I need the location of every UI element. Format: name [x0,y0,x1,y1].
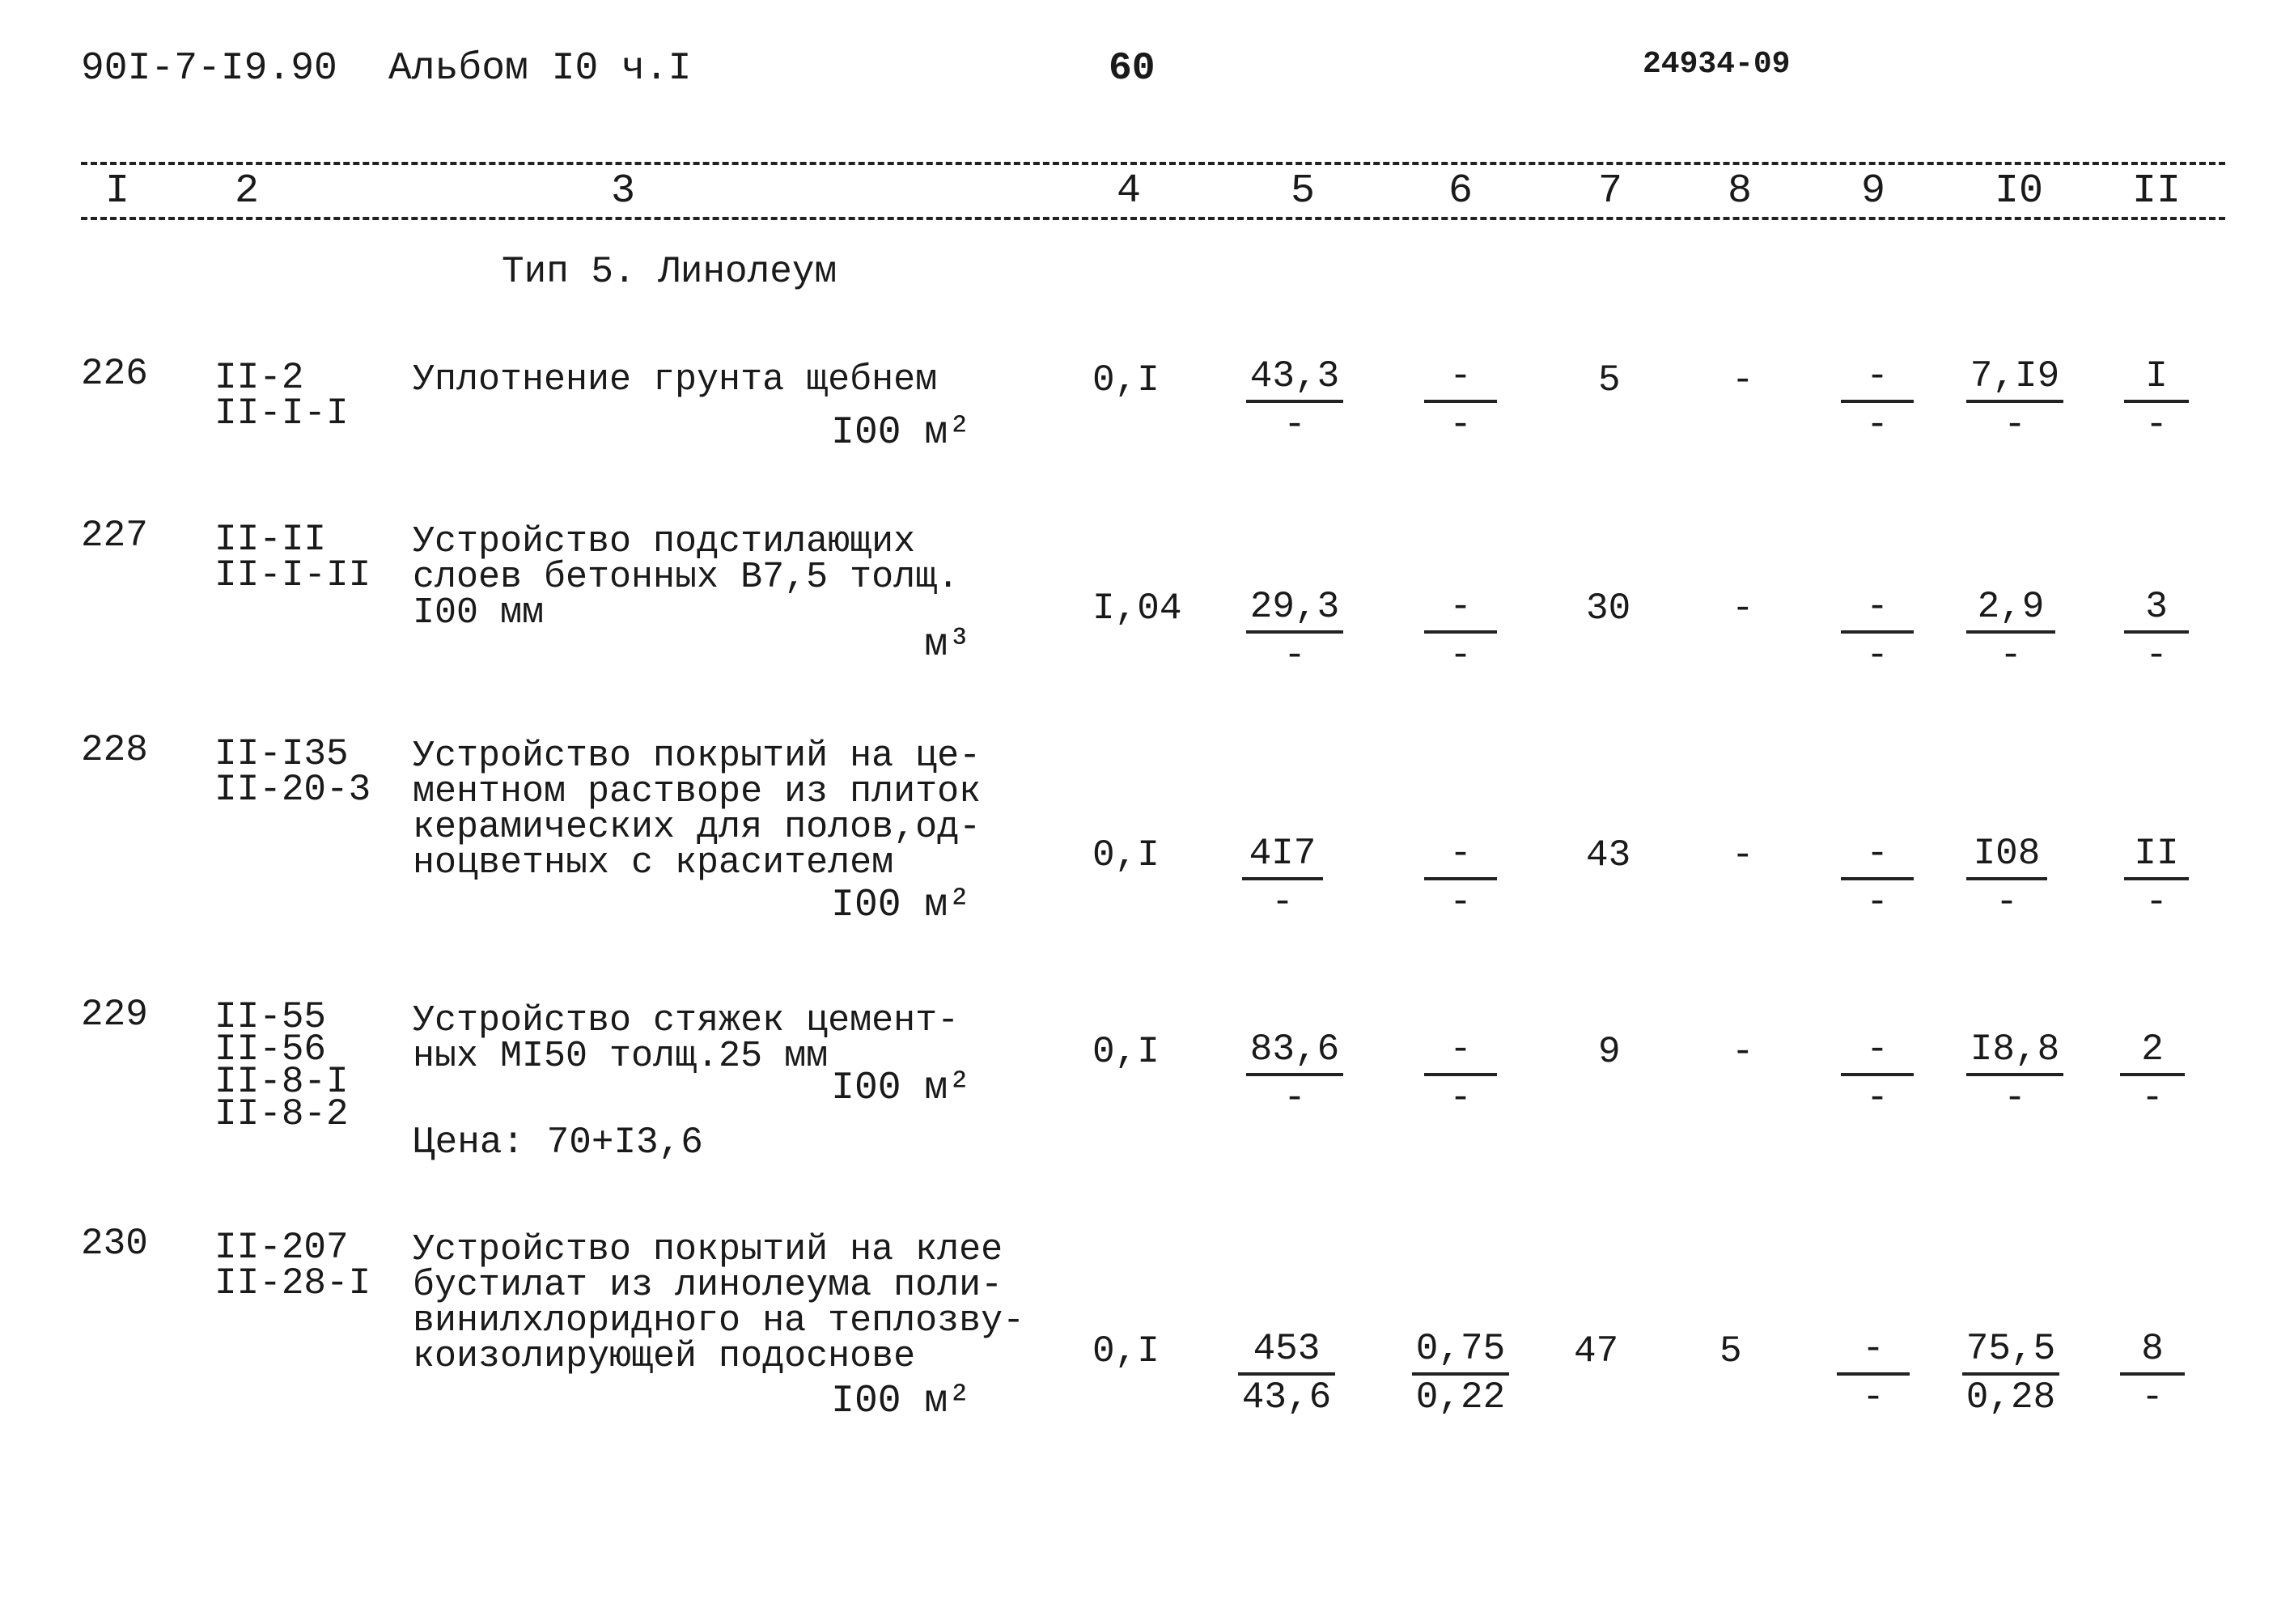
row-number: 226 [81,353,148,395]
row-col8: - [1732,359,1754,401]
row-description: Устройство покрытий на клее бустилат из линолеума поли- винилхлоридного на теплозву- коизолирующей подоснове [413,1229,1025,1377]
col10-numerator: I8,8 [1970,1028,2060,1071]
column-number-8: 8 [1728,168,1753,214]
row-col5 [1246,587,1343,676]
row-number: 228 [81,729,148,771]
col9-numerator: - [1866,586,1889,628]
row-codes: II-55 II-56 II-8-I II-8-2 [214,996,349,1135]
row-col8: - [1732,1031,1754,1073]
column-number-9: 9 [1861,168,1886,214]
row-col11 [2124,587,2189,676]
row-col7: 5 [1598,359,1621,401]
col9-numerator: - [1866,1028,1889,1071]
col6-numerator: - [1449,1028,1472,1071]
row-col11 [2124,356,2189,445]
row-col6 [1424,1029,1497,1118]
row-col11 [2120,1029,2185,1118]
row-col4: I,04 [1092,587,1182,630]
col5-numerator: 43,3 [1249,355,1340,397]
col6-denominator: - [1449,881,1472,923]
row-codes: II-2 II-I-I [214,357,349,435]
row-description: Уплотнение грунта щебнем [413,359,938,401]
col10-denominator: - [2004,404,2026,446]
col5-numerator: 29,3 [1249,586,1340,628]
row-col10 [1966,356,2063,445]
col6-denominator: - [1449,1077,1472,1119]
row-price: Цена: 70+I3,6 [413,1122,703,1164]
row-description: Устройство покрытий на це- ментном растворе из плиток керамических для полов,од- ноцветных с красителем [413,736,982,884]
row-number: 227 [81,515,148,557]
row-col4: 0,I [1092,834,1160,876]
col5-denominator: - [1283,404,1306,446]
doc-code: 90I-7-I9.90 [81,47,337,91]
row-unit: I00 м² [831,1380,971,1423]
col11-numerator: 2 [2141,1028,2164,1071]
row-col9 [1841,1029,1914,1118]
column-number-2: 2 [235,168,260,214]
row-unit: I00 м² [831,884,971,927]
column-number-7: 7 [1598,168,1623,214]
header-rule-bottom [81,217,2225,220]
col11-numerator: I [2145,355,2168,397]
row-col9 [1841,587,1914,676]
col5-numerator: 4I7 [1249,833,1317,875]
row-col6 [1424,587,1497,676]
row-number: 229 [81,994,148,1036]
col9-numerator: - [1866,355,1889,397]
col5-denominator: 43,6 [1241,1376,1332,1418]
row-col8: - [1732,587,1754,630]
col9-numerator: - [1862,1328,1885,1370]
col10-numerator: 75,5 [1965,1328,2056,1370]
row-unit: I00 м² [831,1066,971,1110]
col10-numerator: I08 [1973,833,2041,875]
col10-denominator: - [1995,881,2018,923]
row-col4: 0,I [1092,359,1160,401]
row-col5 [1246,1029,1343,1118]
row-col10 [1962,1329,2059,1418]
col9-denominator: - [1862,1376,1885,1418]
album-label: Альбом I0 ч.I [388,47,692,91]
col9-denominator: - [1866,1077,1889,1119]
col6-numerator: - [1449,586,1472,628]
row-codes: II-II II-I-II [214,519,371,596]
col6-denominator: - [1449,404,1472,446]
col10-numerator: 7,I9 [1970,355,2060,397]
column-number-1: I [105,168,130,214]
column-number-10: I0 [1995,168,2044,214]
col6-numerator: - [1449,355,1472,397]
row-col5 [1242,833,1323,922]
row-col10 [1966,587,2055,676]
col11-numerator: II [2134,833,2179,875]
row-col10 [1966,1029,2063,1118]
col9-numerator: - [1866,833,1889,875]
row-col9 [1841,833,1914,922]
col11-denominator: - [2145,404,2168,446]
row-codes: II-207 II-28-I [214,1227,371,1304]
page-number: 60 [1109,47,1155,91]
col6-numerator: 0,75 [1415,1328,1506,1370]
column-number-4: 4 [1117,168,1142,214]
col6-numerator: - [1449,833,1472,875]
col5-denominator: - [1271,881,1294,923]
row-col6 [1424,356,1497,445]
column-number-5: 5 [1291,168,1316,214]
col10-denominator: - [1999,634,2022,676]
row-col11 [2124,833,2189,922]
row-col8: 5 [1719,1330,1742,1372]
row-col5 [1238,1329,1335,1418]
col5-denominator: - [1283,634,1306,676]
col10-denominator: 0,28 [1965,1376,2056,1418]
row-col10 [1966,833,2047,922]
column-number-3: 3 [611,168,636,214]
row-unit: м³ [924,623,971,667]
row-col7: 30 [1586,587,1631,630]
col9-denominator: - [1866,881,1889,923]
header-rule-top [81,162,2225,165]
section-title: Тип 5. Линолеум [502,251,837,293]
col11-numerator: 3 [2145,586,2168,628]
col6-denominator: 0,22 [1415,1376,1506,1418]
row-col4: 0,I [1092,1330,1160,1372]
row-description: Устройство подстилающих слоев бетонных В7,5 толщ. I00 мм [413,521,960,634]
stamp-number: 24934-09 [1643,47,1791,82]
col11-denominator: - [2145,634,2168,676]
col5-denominator: - [1283,1077,1306,1119]
col11-numerator: 8 [2141,1328,2164,1370]
row-col7: 47 [1574,1330,1619,1372]
row-col5 [1246,356,1343,445]
col11-denominator: - [2141,1077,2164,1119]
row-col11 [2120,1329,2185,1418]
col10-denominator: - [2004,1077,2026,1119]
col11-denominator: - [2141,1376,2164,1418]
col9-denominator: - [1866,634,1889,676]
row-col6 [1412,1329,1509,1418]
row-col4: 0,I [1092,1031,1160,1073]
col5-numerator: 453 [1253,1328,1321,1370]
row-unit: I00 м² [831,411,971,455]
col6-denominator: - [1449,634,1472,676]
row-col7: 9 [1598,1031,1621,1073]
col5-numerator: 83,6 [1249,1028,1340,1071]
row-col9 [1841,356,1914,445]
row-col8: - [1732,834,1754,876]
row-description: Устройство стяжек цемент- ных МI50 толщ.25 мм [413,1000,960,1077]
col11-denominator: - [2145,881,2168,923]
row-col7: 43 [1586,834,1631,876]
row-number: 230 [81,1223,148,1265]
row-col9 [1837,1329,1910,1418]
column-number-6: 6 [1448,168,1474,214]
col10-numerator: 2,9 [1977,586,2045,628]
row-codes: II-I35 II-20-3 [214,733,371,811]
row-col6 [1424,833,1497,922]
col9-denominator: - [1866,404,1889,446]
column-number-11: II [2132,168,2182,214]
